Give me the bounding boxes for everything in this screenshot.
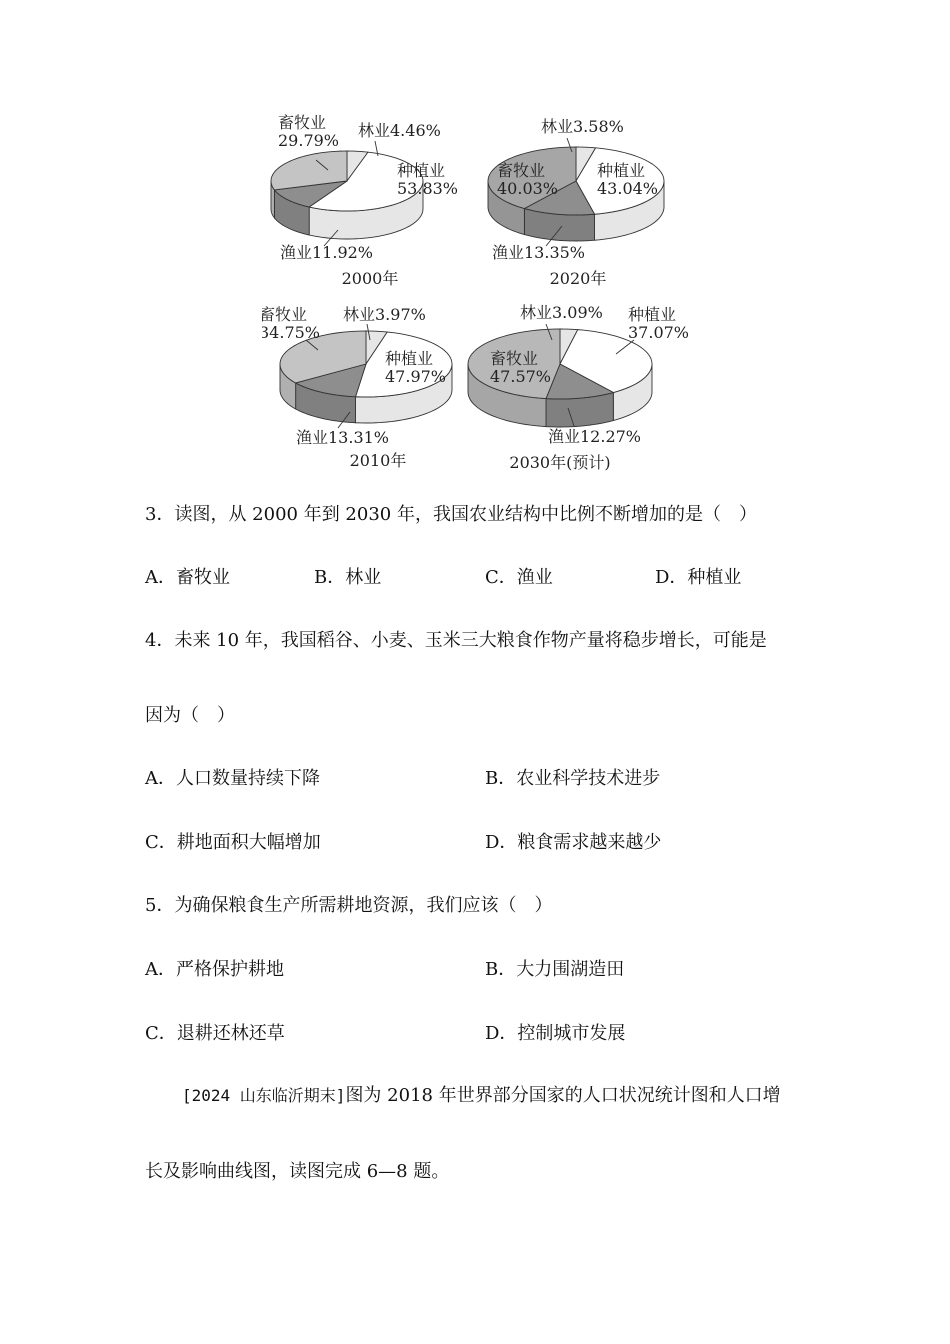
slice-label-name: 种植业 — [628, 305, 677, 324]
q5-option-b: B．大力围湖造田 — [485, 959, 625, 980]
slice-label-value: 53.83% — [397, 179, 459, 198]
q3-option-a: A．畜牧业 — [145, 567, 230, 588]
pie-chart-title: 2030年(预计) — [509, 453, 611, 472]
slice-label: 林业4.46% — [358, 121, 441, 140]
intro-paragraph-line2: 长及影响曲线图，读图完成 6—8 题。 — [145, 1161, 450, 1182]
question-3-stem: 3．读图，从 2000 年到 2030 年，我国农业结构中比例不断增加的是（ ） — [145, 504, 757, 525]
slice-label-value: 34.75% — [262, 323, 321, 342]
slice-label-value: 47.57% — [490, 367, 552, 386]
intro-paragraph-line1 — [182, 1084, 781, 1108]
q3-option-b: B．林业 — [314, 567, 382, 588]
slice-label-value: 29.79% — [278, 131, 340, 150]
slice-label-name: 畜牧业 — [262, 305, 308, 324]
q4-option-d: D．粮食需求越来越少 — [485, 832, 662, 853]
slice-label: 林业3.09% — [520, 303, 603, 322]
pie-chart-title: 2000年 — [341, 269, 399, 288]
question-5-stem: 5．为确保粮食生产所需耕地资源，我们应该（ ） — [145, 895, 553, 916]
slice-label-name: 种植业 — [385, 349, 434, 368]
pie-chart-2 — [262, 305, 452, 470]
slice-label: 渔业12.27% — [548, 427, 642, 446]
slice-label: 林业3.58% — [541, 117, 624, 136]
q5-option-d: D．控制城市发展 — [485, 1023, 626, 1044]
slice-label-value: 43.04% — [597, 179, 659, 198]
slice-label-name: 种植业 — [597, 161, 646, 180]
q4-option-a: A．人口数量持续下降 — [145, 768, 320, 789]
q4-option-b: B．农业科学技术进步 — [485, 768, 661, 789]
q4-option-c: C．耕地面积大幅增加 — [145, 832, 321, 853]
pie-chart-title: 2010年 — [349, 451, 407, 470]
q5-option-c: C．退耕还林还草 — [145, 1023, 285, 1044]
slice-label-value: 40.03% — [497, 179, 559, 198]
slice-label-value: 47.97% — [385, 367, 447, 386]
q5-option-a: A．严格保护耕地 — [145, 959, 284, 980]
pie-chart-1 — [488, 117, 664, 288]
pie-chart-title: 2020年 — [549, 269, 607, 288]
source-tag: [2024 山东临沂期末] — [182, 1086, 346, 1105]
slice-label: 林业3.97% — [343, 305, 426, 324]
pie-chart-0 — [271, 113, 458, 288]
pie-chart-3 — [468, 303, 689, 472]
slice-label: 渔业13.35% — [492, 243, 586, 262]
question-4-stem-line2: 因为（ ） — [145, 705, 235, 726]
q3-option-d: D．种植业 — [655, 567, 742, 588]
slice-label-name: 种植业 — [397, 161, 446, 180]
slice-label: 渔业11.92% — [280, 243, 374, 262]
slice-label: 渔业13.31% — [296, 428, 390, 447]
slice-label-name: 畜牧业 — [278, 113, 327, 132]
pie-charts-svg — [262, 108, 702, 480]
pie-charts-figure — [262, 108, 702, 480]
q3-option-c: C．渔业 — [485, 567, 553, 588]
intro-text-1: 图为 2018 年世界部分国家的人口状况统计图和人口增 — [345, 1085, 781, 1106]
slice-label-value: 37.07% — [628, 323, 690, 342]
question-4-stem-line1: 4．未来 10 年，我国稻谷、小麦、玉米三大粮食作物产量将稳步增长，可能是 — [145, 630, 767, 651]
slice-label-name: 畜牧业 — [497, 161, 546, 180]
slice-label-name: 畜牧业 — [490, 349, 539, 368]
